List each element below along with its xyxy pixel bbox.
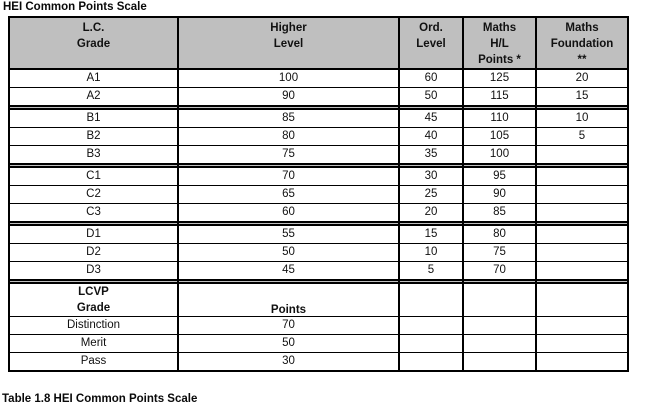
cell-higher-level: 90: [178, 88, 399, 107]
grade-row-b1: [9, 109, 628, 128]
cell-lc-grade: D1: [9, 225, 178, 244]
lcvp-header-line: LCVP: [78, 286, 109, 298]
cell-ord-level: 60: [399, 69, 463, 88]
cell-maths-hl: 90: [463, 186, 536, 204]
header-line: Maths: [482, 22, 517, 34]
cell-maths-hl: 75: [463, 244, 536, 262]
grade-row-b3: [9, 146, 628, 165]
cell-maths-foundation: 20: [536, 69, 628, 88]
grade-row-c1: [9, 167, 628, 186]
cell-ord-level: 40: [399, 128, 463, 146]
empty-cell: [463, 283, 536, 317]
cell-higher-level: 85: [178, 109, 399, 128]
header-line: Grade: [76, 38, 111, 50]
header-line: [179, 52, 398, 68]
header-line: Ord.: [419, 22, 443, 34]
empty-cell: [399, 353, 463, 372]
header-line: Level: [273, 38, 304, 50]
cell-higher-level: 80: [178, 128, 399, 146]
cell-maths-hl: 80: [463, 225, 536, 244]
cell-maths-foundation: 15: [536, 88, 628, 107]
grade-row-b2: [9, 128, 628, 146]
document-title: HEI Common Points Scale: [3, 1, 147, 13]
cell-maths-hl: 85: [463, 204, 536, 223]
cell-higher-level: 60: [178, 204, 399, 223]
cell-maths-hl: 95: [463, 167, 536, 186]
cell-lc-grade: C1: [9, 167, 178, 186]
cell-maths-hl: 100: [463, 146, 536, 165]
header-line: Points *: [478, 54, 521, 66]
cell-maths-foundation: [536, 186, 628, 204]
cell-lcvp-points: 50: [178, 335, 399, 353]
cell-ord-level: 5: [399, 262, 463, 281]
cell-higher-level: 55: [178, 225, 399, 244]
cell-ord-level: 10: [399, 244, 463, 262]
lcvp-points-header: Points: [178, 283, 399, 317]
cell-maths-foundation: [536, 244, 628, 262]
cell-ord-level: 50: [399, 88, 463, 107]
cell-maths-foundation: [536, 204, 628, 223]
cell-maths-foundation: [536, 167, 628, 186]
cell-lc-grade: D2: [9, 244, 178, 262]
cell-maths-hl: 70: [463, 262, 536, 281]
header-line: Level: [416, 38, 446, 50]
header-line: Maths: [565, 22, 599, 34]
cell-higher-level: 100: [178, 69, 399, 88]
cell-ord-level: 45: [399, 109, 463, 128]
hei-common-points-table: [8, 16, 629, 372]
cell-ord-level: 15: [399, 225, 463, 244]
cell-ord-level: 20: [399, 204, 463, 223]
cell-higher-level: 45: [178, 262, 399, 281]
header-line: H/L: [490, 38, 509, 50]
cell-maths-foundation: 10: [536, 109, 628, 128]
table-caption: Table 1.8 HEI Common Points Scale: [2, 393, 198, 405]
cell-maths-hl: 125: [463, 69, 536, 88]
lcvp-grade-header: [9, 283, 178, 317]
empty-cell: [463, 317, 536, 335]
lcvp-row-merit: [9, 335, 628, 353]
cell-lc-grade: C3: [9, 204, 178, 223]
cell-lc-grade: A2: [9, 88, 178, 107]
cell-lc-grade: D3: [9, 262, 178, 281]
grade-row-c3: [9, 204, 628, 223]
cell-higher-level: 70: [178, 167, 399, 186]
cell-ord-level: 25: [399, 186, 463, 204]
header-line: L.C.: [82, 22, 105, 34]
cell-maths-foundation: 5: [536, 128, 628, 146]
lcvp-header-line: Grade: [76, 302, 111, 314]
empty-cell: [536, 335, 628, 353]
cell-lc-grade: A1: [9, 69, 178, 88]
lcvp-header-row: [9, 283, 628, 317]
grade-row-d3: [9, 262, 628, 281]
grade-row-a1: [9, 69, 628, 88]
empty-cell: [536, 317, 628, 335]
cell-ord-level: 35: [399, 146, 463, 165]
header-maths-hl: [463, 17, 536, 69]
cell-lc-grade: B1: [9, 109, 178, 128]
cell-lcvp-points: 30: [178, 353, 399, 372]
cell-lcvp-grade: Merit: [9, 335, 178, 353]
cell-higher-level: 75: [178, 146, 399, 165]
grade-row-a2: [9, 88, 628, 107]
cell-lc-grade: B2: [9, 128, 178, 146]
cell-higher-level: 65: [178, 186, 399, 204]
empty-cell: [399, 335, 463, 353]
cell-maths-hl: 105: [463, 128, 536, 146]
header-line: [400, 52, 462, 68]
empty-cell: [536, 283, 628, 317]
empty-cell: [463, 335, 536, 353]
empty-cell: [399, 283, 463, 317]
cell-maths-hl: 115: [463, 88, 536, 107]
cell-maths-foundation: [536, 262, 628, 281]
grade-row-d1: [9, 225, 628, 244]
lcvp-row-pass: [9, 353, 628, 372]
header-maths-foundation: [536, 17, 628, 69]
empty-cell: [399, 317, 463, 335]
cell-maths-hl: 110: [463, 109, 536, 128]
header-higher-level: [178, 17, 399, 69]
header-line: Foundation: [550, 38, 614, 50]
cell-lcvp-grade: Distinction: [9, 317, 178, 335]
header-ord-level: [399, 17, 463, 69]
grade-row-d2: [9, 244, 628, 262]
cell-higher-level: 50: [178, 244, 399, 262]
cell-lcvp-grade: Pass: [9, 353, 178, 372]
cell-lcvp-points: 70: [178, 317, 399, 335]
empty-cell: [536, 353, 628, 372]
header-line: Higher: [270, 22, 307, 34]
header-line: **: [577, 54, 587, 66]
cell-maths-foundation: [536, 146, 628, 165]
cell-lc-grade: C2: [9, 186, 178, 204]
table-header-row: [9, 17, 628, 69]
lcvp-row-distinction: [9, 317, 628, 335]
cell-lc-grade: B3: [9, 146, 178, 165]
grade-row-c2: [9, 186, 628, 204]
empty-cell: [463, 353, 536, 372]
cell-ord-level: 30: [399, 167, 463, 186]
cell-maths-foundation: [536, 225, 628, 244]
header-lc-grade: [9, 17, 178, 69]
header-line: [10, 52, 177, 68]
